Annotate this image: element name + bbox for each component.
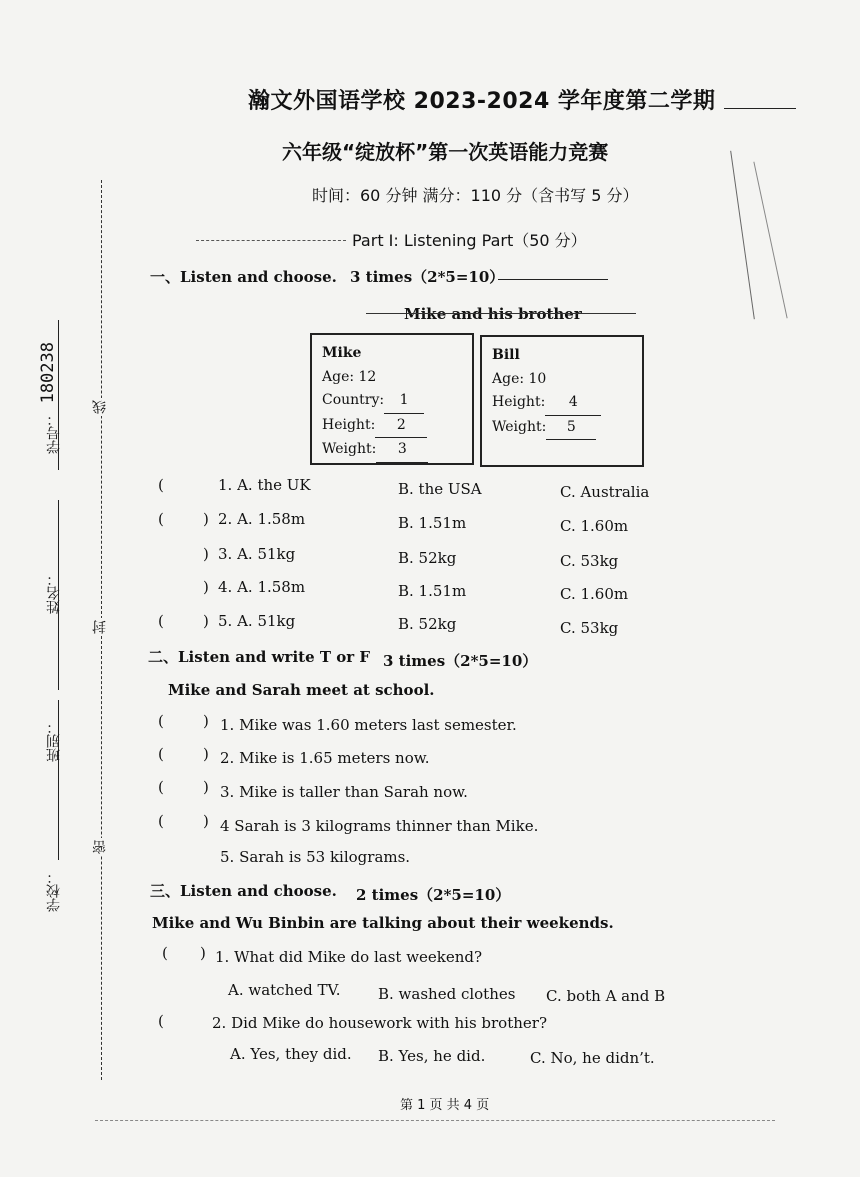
seal-char-line: 线 [92, 400, 108, 414]
mike-name: Mike [322, 345, 362, 361]
paren-close: ) [203, 612, 209, 630]
class-label: 班别： [46, 720, 62, 762]
section1-heading: 一、Listen and choose. [150, 268, 337, 286]
s3-q1-option-b[interactable]: B. washed clothes [378, 985, 516, 1003]
exam-title: 瀚文外国语学校 2023-2024 学年度第二学期 [248, 89, 716, 114]
mike-weight-label: Weight: [322, 441, 377, 457]
student-id-value: 180238 [38, 342, 58, 404]
footer-rule [95, 1120, 775, 1121]
exam-subtitle: 六年级“绽放杯”第一次英语能力竞赛 [282, 140, 609, 164]
paren-close: ) [203, 578, 209, 596]
margin-scribble [753, 162, 787, 319]
part-rule-left [196, 240, 346, 241]
mike-info-text [322, 342, 428, 463]
s3-q2: 2. Did Mike do housework with his brother? [212, 1014, 547, 1032]
s3-q1: 1. What did Mike do last weekend? [215, 948, 483, 966]
mike-country-label: Country: [322, 392, 385, 408]
part-heading: Part I: Listening Part（50 分） [352, 231, 587, 250]
margin-scribble [730, 151, 755, 319]
school-label: 学校： [46, 870, 62, 912]
name-label: 姓名： [46, 572, 62, 614]
q5-option-b[interactable]: B. 52kg [398, 615, 457, 633]
q1-option-b[interactable]: B. the USA [398, 480, 482, 498]
exam-meta: 时间：60 分钟 满分：110 分（含书写 5 分） [312, 186, 639, 205]
s3-q2-option-a[interactable]: A. Yes, they did. [230, 1045, 352, 1063]
mike-weight-blank[interactable]: 3 [376, 438, 428, 463]
q1-option-a[interactable]: 1. A. the UK [218, 476, 311, 494]
bill-weight-label: Weight: [492, 418, 547, 435]
title-rule [724, 108, 796, 109]
answer-paren[interactable]: ( [158, 1012, 164, 1030]
tf-item-1: 1. Mike was 1.60 meters last semester. [220, 716, 517, 734]
section1-story-title: Mike and his brother [404, 305, 582, 323]
paren-close: ) [203, 510, 209, 528]
section3-heading: 三、Listen and choose. [150, 882, 337, 900]
q3-option-c[interactable]: C. 53kg [560, 552, 619, 570]
section1-times: 3 times（2*5=10） [350, 268, 505, 286]
answer-paren[interactable]: ( [158, 612, 164, 630]
seal-char-secret: 密 [92, 840, 108, 854]
tf-item-4: 4 Sarah is 3 kilograms thinner than Mike. [220, 817, 539, 835]
bill-height-label: Height: [492, 394, 546, 410]
q1-option-c[interactable]: C. Australia [560, 483, 650, 501]
answer-paren[interactable]: ( [158, 812, 164, 830]
q4-option-c[interactable]: C. 1.60m [560, 585, 629, 603]
tf-item-3: 3. Mike is taller than Sarah now. [220, 783, 468, 801]
answer-paren[interactable]: ( [158, 745, 164, 763]
section2-story-title: Mike and Sarah meet at school. [168, 681, 435, 699]
paren-close: ) [203, 745, 209, 763]
section2-heading: 二、Listen and write T or F [148, 648, 370, 666]
answer-paren[interactable]: ( [158, 476, 164, 494]
q2-option-a[interactable]: 2. A. 1.58m [218, 510, 306, 528]
answer-paren[interactable]: ( [158, 712, 164, 730]
s3-q2-option-c[interactable]: C. No, he didn’t. [530, 1049, 655, 1067]
q3-option-b[interactable]: B. 52kg [398, 549, 457, 567]
q4-option-b[interactable]: B. 1.51m [398, 582, 467, 600]
section3-story-title: Mike and Wu Binbin are talking about their weekends. [152, 914, 614, 932]
q4-option-a[interactable]: 4. A. 1.58m [218, 578, 306, 596]
bill-info-text [492, 344, 601, 440]
paren-close: ) [203, 712, 209, 730]
student-id-label: 学号： [46, 412, 62, 454]
s3-q1-option-c[interactable]: C. both A and B [546, 987, 666, 1005]
tf-item-5: 5. Sarah is 53 kilograms. [220, 848, 411, 866]
answer-paren[interactable]: ( [158, 778, 164, 796]
q2-option-c[interactable]: C. 1.60m [560, 517, 629, 535]
section3-times: 2 times（2*5=10） [356, 886, 511, 904]
q3-option-a[interactable]: 3. A. 51kg [218, 545, 296, 563]
mike-height-blank[interactable]: 2 [375, 414, 427, 439]
mike-country-blank[interactable]: 1 [384, 389, 424, 414]
paren-close: ) [203, 545, 209, 563]
answer-paren[interactable]: ( [162, 944, 168, 962]
q5-option-c[interactable]: C. 53kg [560, 619, 619, 637]
bill-name: Bill [492, 347, 520, 363]
bill-weight-blank[interactable]: 5 [546, 416, 596, 441]
bill-height-blank[interactable]: 4 [545, 391, 601, 416]
seal-char-seal: 封 [92, 620, 108, 634]
q5-option-a[interactable]: 5. A. 51kg [218, 612, 296, 630]
section1-rule [498, 279, 608, 280]
bill-age: Age: 10 [492, 370, 547, 387]
section2-times: 3 times（2*5=10） [383, 652, 538, 670]
answer-paren[interactable]: ( [158, 510, 164, 528]
s3-q1-option-a[interactable]: A. watched TV. [228, 981, 341, 999]
mike-height-label: Height: [322, 416, 376, 433]
mike-age: Age: 12 [322, 368, 377, 385]
paren-close: ) [203, 778, 209, 796]
q2-option-b[interactable]: B. 1.51m [398, 514, 467, 532]
s3-q2-option-b[interactable]: B. Yes, he did. [378, 1047, 486, 1065]
page-number: 第 1 页 共 4 页 [400, 1098, 490, 1113]
paren-close: ) [203, 812, 209, 830]
story-title-strike [366, 313, 636, 314]
paren-close: ) [200, 944, 206, 962]
tf-item-2: 2. Mike is 1.65 meters now. [220, 749, 430, 767]
